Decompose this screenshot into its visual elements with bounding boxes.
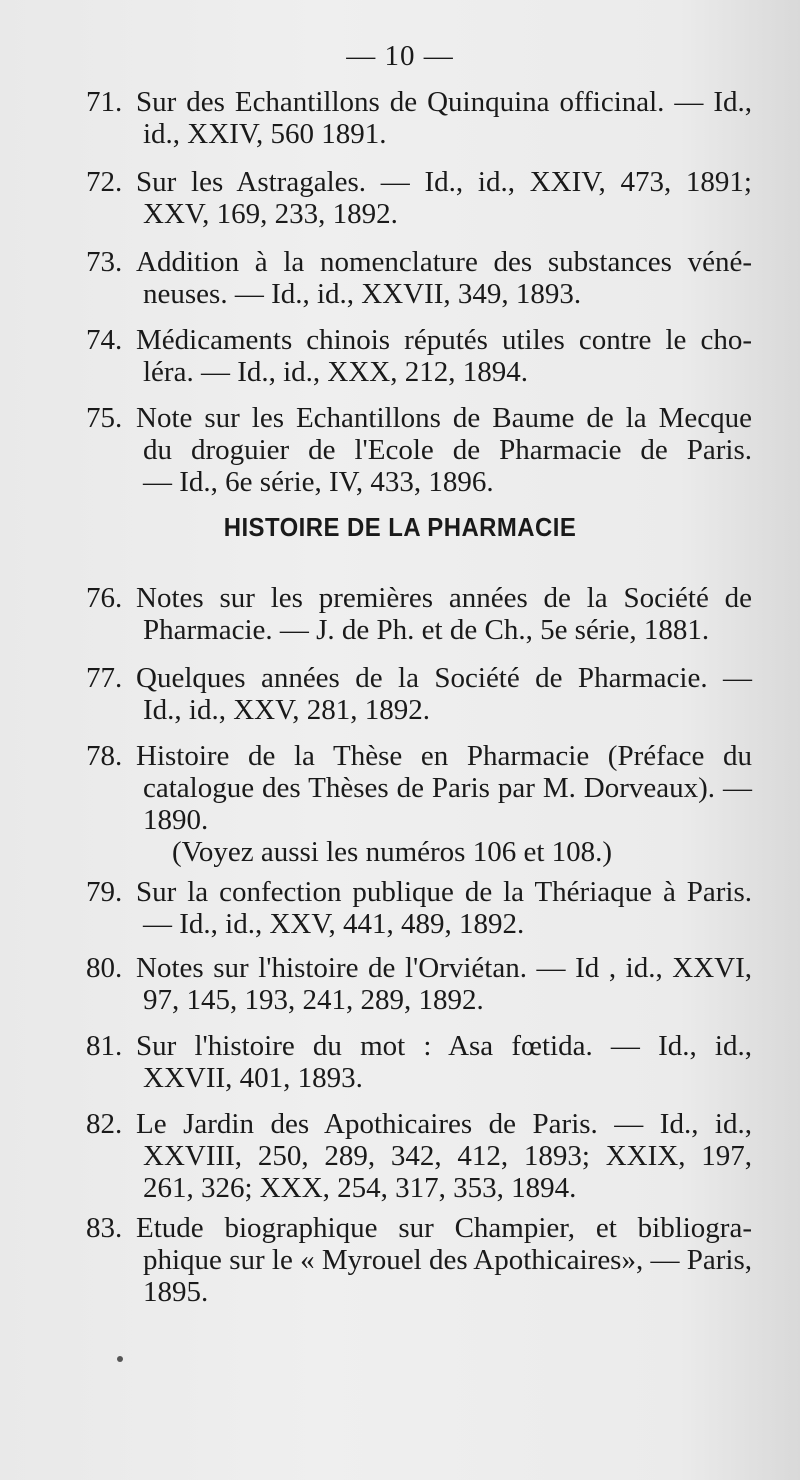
entry-text-line: XXV, 169, 233, 1892.: [143, 198, 398, 230]
entry-number: 71.: [86, 86, 123, 118]
entry-number: 73.: [86, 246, 123, 278]
entry-text-line: Sur des Echantillons de Quinquina officinal. — Id.,: [136, 86, 752, 118]
entry-number: 83.: [86, 1212, 123, 1244]
entry-text-line: du droguier de l'Ecole de Pharmacie de Paris.: [143, 434, 752, 466]
entry-text-line: Sur les Astragales. — Id., id., XXIV, 473, 1891;: [136, 166, 752, 198]
entry-text-line: XXVII, 401, 1893.: [143, 1062, 363, 1094]
entry-number: 72.: [86, 166, 123, 198]
entry-number: 78.: [86, 740, 123, 772]
entry-text-line: Etude biographique sur Champier, et bibliogra-: [136, 1212, 752, 1244]
entry-text-line: 1890.: [143, 804, 209, 836]
entry-text-line: Médicaments chinois réputés utiles contre le cho-: [136, 324, 752, 356]
ink-speck: [117, 1356, 123, 1362]
entry-number: 75.: [86, 402, 123, 434]
entry-text-line: Sur l'histoire du mot : Asa fœtida. — Id., id.,: [136, 1030, 752, 1062]
entry-text-line: id., XXIV, 560 1891.: [143, 118, 387, 150]
entry-text-line: léra. — Id., id., XXX, 212, 1894.: [143, 356, 529, 388]
entry-text-line: Notes sur l'histoire de l'Orviétan. — Id , id., XXVI,: [136, 952, 752, 984]
entry-text-line: Note sur les Echantillons de Baume de la Mecque: [136, 402, 752, 434]
entry-text-line: phique sur le « Myrouel des Apothicaires», — Paris,: [143, 1244, 752, 1276]
entry-text-line: catalogue des Thèses de Paris par M. Dorveaux). —: [143, 772, 752, 804]
entry-number: 77.: [86, 662, 123, 694]
entry-text-line: XXVIII, 250, 289, 342, 412, 1893; XXIX, 197,: [143, 1140, 752, 1172]
entry-text-line: Addition à la nomenclature des substances véné-: [136, 246, 752, 278]
entry-number: 81.: [86, 1030, 123, 1062]
entry-note: (Voyez aussi les numéros 106 et 108.): [172, 836, 613, 868]
entry-text-line: — Id., id., XXV, 441, 489, 1892.: [143, 908, 525, 940]
entry-text-line: Le Jardin des Apothicaires de Paris. — Id., id.,: [136, 1108, 752, 1140]
entry-number: 74.: [86, 324, 123, 356]
entry-number: 82.: [86, 1108, 123, 1140]
entry-text-line: 1895.: [143, 1276, 209, 1308]
entry-text-line: 97, 145, 193, 241, 289, 1892.: [143, 984, 484, 1016]
entry-text-line: Quelques années de la Société de Pharmacie. —: [136, 662, 752, 694]
entry-number: 76.: [86, 582, 123, 614]
entry-text-line: 261, 326; XXX, 254, 317, 353, 1894.: [143, 1172, 577, 1204]
entry-text-line: Histoire de la Thèse en Pharmacie (Préface du: [136, 740, 752, 772]
entry-number: 80.: [86, 952, 123, 984]
entry-text-line: Pharmacie. — J. de Ph. et de Ch., 5e série, 1881.: [143, 614, 710, 646]
section-heading: HISTOIRE DE LA PHARMACIE: [223, 512, 577, 542]
entry-number: 79.: [86, 876, 123, 908]
page-number: — 10 —: [346, 40, 454, 72]
entry-text-line: Id., id., XXV, 281, 1892.: [143, 694, 431, 726]
entry-text-line: — Id., 6e série, IV, 433, 1896.: [143, 466, 494, 498]
entry-text-line: Sur la confection publique de la Thériaque à Paris.: [136, 876, 752, 908]
entry-text-line: Notes sur les premières années de la Société de: [136, 582, 752, 614]
entry-text-line: neuses. — Id., id., XXVII, 349, 1893.: [143, 278, 582, 310]
